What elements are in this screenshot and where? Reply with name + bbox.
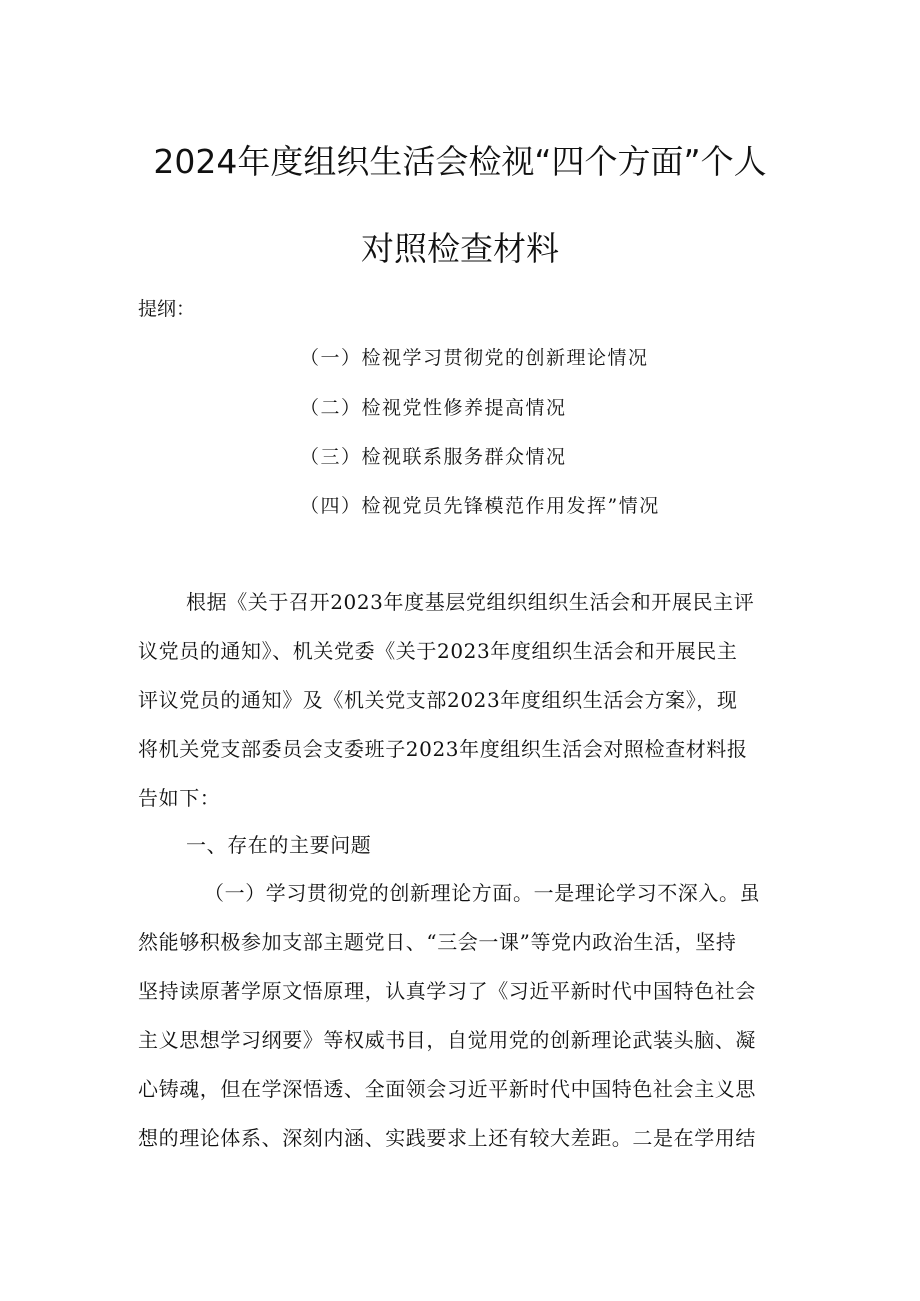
outline-item-2: （二）检视党性修养提高情况 [300,397,567,419]
document-title-line-1: 2024年度组织生活会检视“四个方面”个人 [153,142,767,181]
section1-line-5: 心铸魂，但在学深悟透、全面领会习近平新时代中国特色社会主义思 [138,1077,756,1101]
document-title-line-2: 对照检查材料 [361,229,559,268]
section1-line-4: 主义思想学习纲要》等权威书目，自觉用党的创新理论武装头脑、凝 [138,1028,756,1052]
intro-line-1: 根据《关于召开2023年度基层党组织组织生活会和开展民主评 [186,590,755,614]
outline-label: 提纲： [138,298,196,320]
section1-line-2: 然能够积极参加支部主题党日、“三会一课”等党内政治生活，坚持 [138,930,737,954]
section1-line-3: 坚持读原著学原文悟原理，认真学习了《习近平新时代中国特色社会 [138,979,756,1003]
intro-line-2: 议党员的通知》、机关党委《关于2023年度组织生活会和开展民主 [138,639,738,663]
outline-item-4: （四）检视党员先锋模范作用发挥”情况 [300,495,660,517]
intro-line-5: 告如下： [138,786,221,810]
section1-line-6: 想的理论体系、深刻内涵、实践要求上还有较大差距。二是在学用结 [138,1126,756,1150]
intro-line-4: 将机关党支部委员会支委班子2023年度组织生活会对照检查材料报 [138,737,748,761]
outline-item-1: （一）检视学习贯彻党的创新理论情况 [300,347,649,369]
outline-item-3: （三）检视联系服务群众情况 [300,446,567,468]
section-heading: 一、存在的主要问题 [186,833,372,857]
section1-line-1: （一）学习贯彻党的创新理论方面。一是理论学习不深入。虽 [204,881,761,905]
intro-line-3: 评议党员的通知》及《机关党支部2023年度组织生活会方案》，现 [138,688,738,712]
